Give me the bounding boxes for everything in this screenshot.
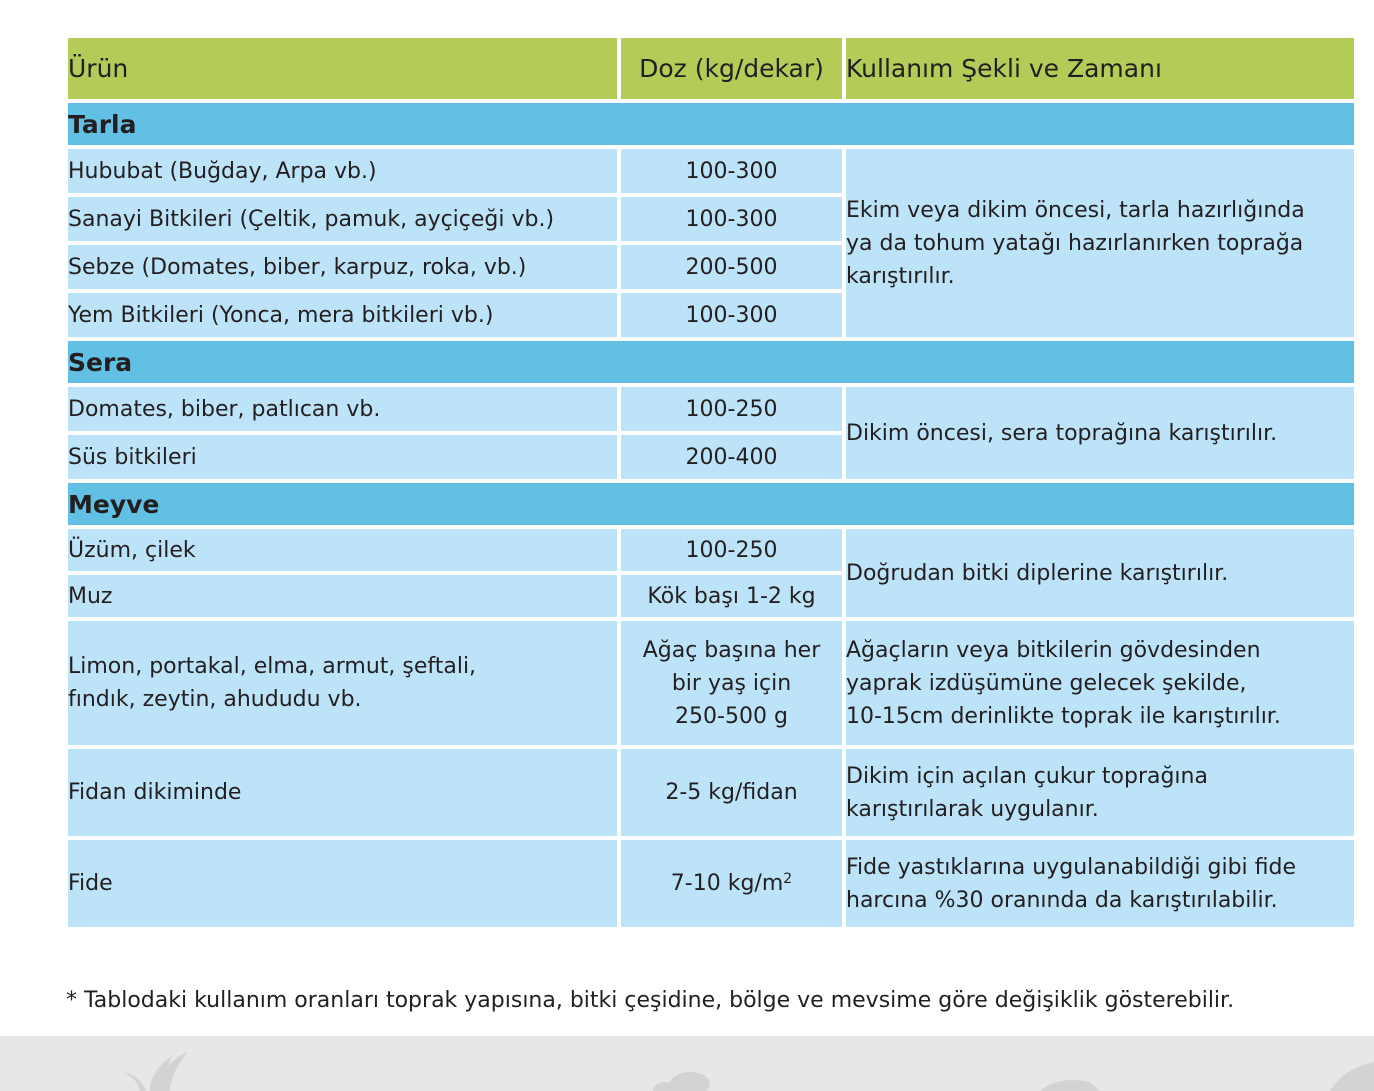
doz-value: 7-10 kg/m	[670, 871, 784, 896]
doz-cell: Kök başı 1-2 kg	[621, 575, 842, 617]
header-doz: Doz (kg/dekar)	[621, 38, 842, 99]
doz-cell	[621, 840, 842, 927]
table-header-row	[68, 38, 1354, 99]
kullanim-line: karıştırılır.	[846, 263, 955, 289]
table-row	[68, 149, 1354, 193]
kullanim-cell	[846, 621, 1354, 745]
footer-decoration-band	[0, 1036, 1374, 1091]
doz-line: 250-500 g	[675, 703, 788, 729]
header-kullanim: Kullanım Şekli ve Zamanı	[846, 38, 1354, 99]
section-row-tarla	[68, 103, 1354, 145]
kullanim-cell	[846, 149, 1354, 337]
urun-line: Fide	[68, 871, 113, 896]
urun-line: Fidan dikiminde	[68, 780, 242, 805]
plant-silhouette-icon	[0, 1036, 1374, 1091]
doz-line: Ağaç başına her	[642, 637, 821, 663]
doz-cell: 100-250	[621, 529, 842, 571]
urun-cell: Yem Bitkileri (Yonca, mera bitkileri vb.)	[68, 293, 617, 337]
urun-cell: Domates, biber, patlıcan vb.	[68, 387, 617, 431]
kullanim-line: Dikim için açılan çukur toprağına	[846, 763, 1208, 789]
doz-cell: 100-300	[621, 149, 842, 193]
kullanim-cell	[846, 840, 1354, 927]
urun-cell	[68, 621, 617, 745]
doz-cell: 200-500	[621, 245, 842, 289]
kullanim-cell	[846, 529, 1354, 617]
table-row	[68, 621, 1354, 745]
kullanim-line: 10-15cm derinlikte toprak ile karıştırılır.	[846, 703, 1281, 729]
doz-cell	[621, 749, 842, 836]
dosage-table	[64, 34, 1358, 931]
urun-cell: Sebze (Domates, biber, karpuz, roka, vb.)	[68, 245, 617, 289]
doz-cell: 100-300	[621, 197, 842, 241]
urun-cell	[68, 749, 617, 836]
urun-cell: Üzüm, çilek	[68, 529, 617, 571]
urun-cell: Hububat (Buğday, Arpa vb.)	[68, 149, 617, 193]
doz-cell	[621, 621, 842, 745]
kullanim-cell	[846, 387, 1354, 479]
doz-cell: 200-400	[621, 435, 842, 479]
kullanim-line: harcına %30 oranında da karıştırılabilir.	[846, 887, 1278, 913]
kullanim-line: karıştırılarak uygulanır.	[846, 796, 1099, 822]
urun-cell: Süs bitkileri	[68, 435, 617, 479]
urun-cell: Muz	[68, 575, 617, 617]
kullanim-line: ya da tohum yatağı hazırlanırken toprağa	[846, 230, 1304, 256]
doz-superscript: 2	[783, 871, 793, 887]
table-row	[68, 529, 1354, 571]
kullanim-cell	[846, 749, 1354, 836]
footnote: * Tablodaki kullanım oranları toprak yapısına, bitki çeşidine, bölge ve mevsime göre değişiklik gösterebilir.	[66, 988, 1235, 1013]
kullanim-line: Doğrudan bitki diplerine karıştırılır.	[846, 560, 1229, 586]
section-title: Meyve	[68, 483, 1354, 525]
urun-cell: Sanayi Bitkileri (Çeltik, pamuk, ayçiçeği vb.)	[68, 197, 617, 241]
table-row	[68, 840, 1354, 927]
doz-cell: 100-250	[621, 387, 842, 431]
kullanim-line: Fide yastıklarına uygulanabildiği gibi fide	[846, 854, 1297, 880]
section-row-sera	[68, 341, 1354, 383]
section-row-meyve	[68, 483, 1354, 525]
kullanim-line: yaprak izdüşümüne gelecek şekilde,	[846, 670, 1247, 696]
section-title: Sera	[68, 341, 1354, 383]
kullanim-line: Dikim öncesi, sera toprağına karıştırılır.	[846, 420, 1278, 446]
doz-line: bir yaş için	[671, 670, 792, 696]
kullanim-line: Ekim veya dikim öncesi, tarla hazırlığında	[846, 197, 1305, 223]
table-row	[68, 749, 1354, 836]
urun-line: Limon, portakal, elma, armut, şeftali,	[68, 654, 477, 679]
doz-cell: 100-300	[621, 293, 842, 337]
urun-line: fındık, zeytin, ahududu vb.	[68, 687, 362, 712]
urun-cell	[68, 840, 617, 927]
table-row	[68, 387, 1354, 431]
doz-line: 2-5 kg/fidan	[665, 780, 798, 805]
kullanim-line: Ağaçların veya bitkilerin gövdesinden	[846, 637, 1261, 663]
section-title: Tarla	[68, 103, 1354, 145]
header-urun: Ürün	[68, 38, 617, 99]
